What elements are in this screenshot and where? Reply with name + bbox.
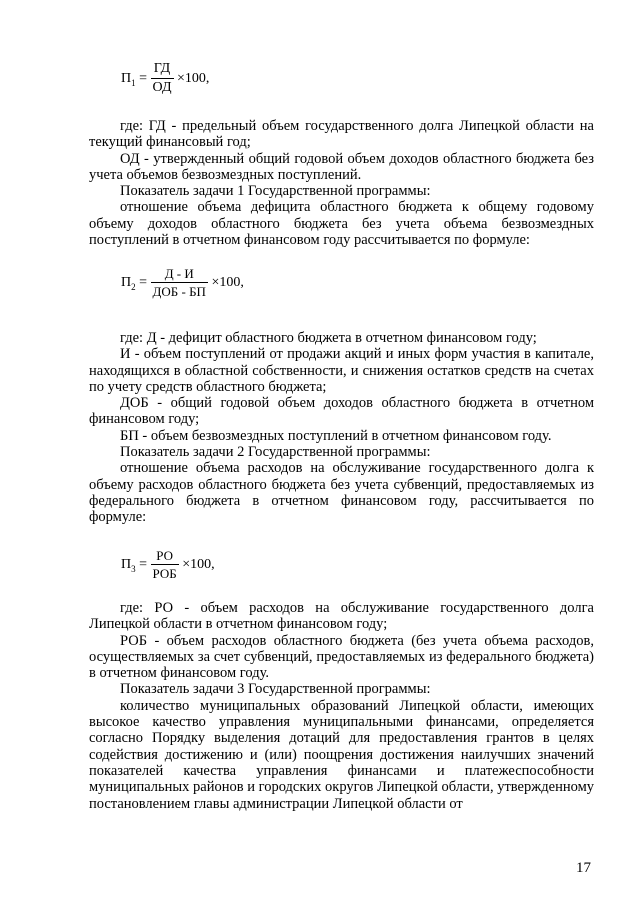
formula-2-lhs: П [121,274,132,290]
formula-1 [121,62,209,95]
paragraph: Показатель задачи 3 Государственной программы: [120,681,431,698]
formula-1-lhs: П [121,70,132,86]
formula-2-fraction [151,267,208,298]
formula-3 [121,549,215,580]
formula-1-numerator: ГД [151,62,174,79]
formula-2-denominator: ДОБ - БП [152,284,206,299]
paragraph: где: Д - дефицит областного бюджета в отчетном финансовом году; [120,330,537,346]
formula-2-equals: = [139,274,148,290]
formula-2-subscript: 2 [131,281,136,292]
paragraph: РОБ - объем расходов областного бюджета (без учета объема расходов, осуществляемых за счет субвенций, предоставляемых из федерального бюджета) в отчетном финансовом году. [89,632,594,682]
formula-3-equals: = [139,556,148,572]
formula-3-fraction [151,549,179,580]
text-block-3 [89,600,594,812]
formula-2-multiplier: ×100, [211,274,244,290]
paragraph: Показатель задачи 1 Государственной программы: [120,183,431,200]
formula-3-numerator: РО [151,549,179,565]
formula-1-fraction [151,62,174,95]
paragraph: где: ГД - предельный объем государственного долга Липецкой области на текущий финансовый год; [89,118,594,151]
formula-3-denominator: РОБ [152,566,177,581]
text-block-2 [89,330,594,526]
paragraph: ДОБ - общий годовой объем доходов областного бюджета в отчетном финансовом году; [89,395,594,428]
paragraph: отношение объема расходов на обслуживание государственного долга к объему расходов областного бюджета без учета субвенций, предоставляемых из федерального бюджета в отчетном финансовом году, рассчитывается по формуле: [89,460,594,526]
formula-1-denominator: ОД [152,80,172,95]
formula-3-multiplier: ×100, [182,556,215,572]
text-block-1 [89,118,594,248]
paragraph: БП - объем безвозмездных поступлений в отчетном финансовом году. [120,427,552,444]
formula-1-subscript: 1 [131,77,136,88]
paragraph: ОД - утвержденный общий годовой объем доходов областного бюджета без учета объемов безвозмездных поступлений. [89,150,594,183]
paragraph: где: РО - объем расходов на обслуживание государственного долга Липецкой области в отчетном финансовом году; [89,600,594,633]
paragraph: Показатель задачи 2 Государственной программы: [120,444,431,461]
paragraph: отношение объема дефицита областного бюджета к общему годовому объему доходов областного бюджета без учета объема безвозмездных поступлений в отчетном финансовом году рассчитывается по формуле: [89,199,594,249]
formula-2-numerator: Д - И [151,267,208,283]
formula-3-subscript: 3 [131,563,136,574]
formula-3-lhs: П [121,556,132,572]
paragraph: И - объем поступлений от продажи акций и иных форм участия в капитале, находящихся в областной собственности, и снижения остатков средств на счетах по учету средств областного бюджета; [89,346,594,395]
paragraph: количество муниципальных образований Липецкой области, имеющих высокое качество управления муниципальными финансами, определяется согласно Порядку выделения дотаций для предоставления грантов в целях содействия достижению и (или) поощрения достижения наилучших значений показателей качества управления финансами и платежеспособности муниципальных районов и городских округов Липецкой области, утвержденному постановлением главы администрации Липецкой области от [89,697,594,812]
formula-1-equals: = [139,70,148,86]
page-number: 17 [576,860,591,876]
formula-2 [121,267,244,298]
formula-1-multiplier: ×100, [177,70,210,86]
